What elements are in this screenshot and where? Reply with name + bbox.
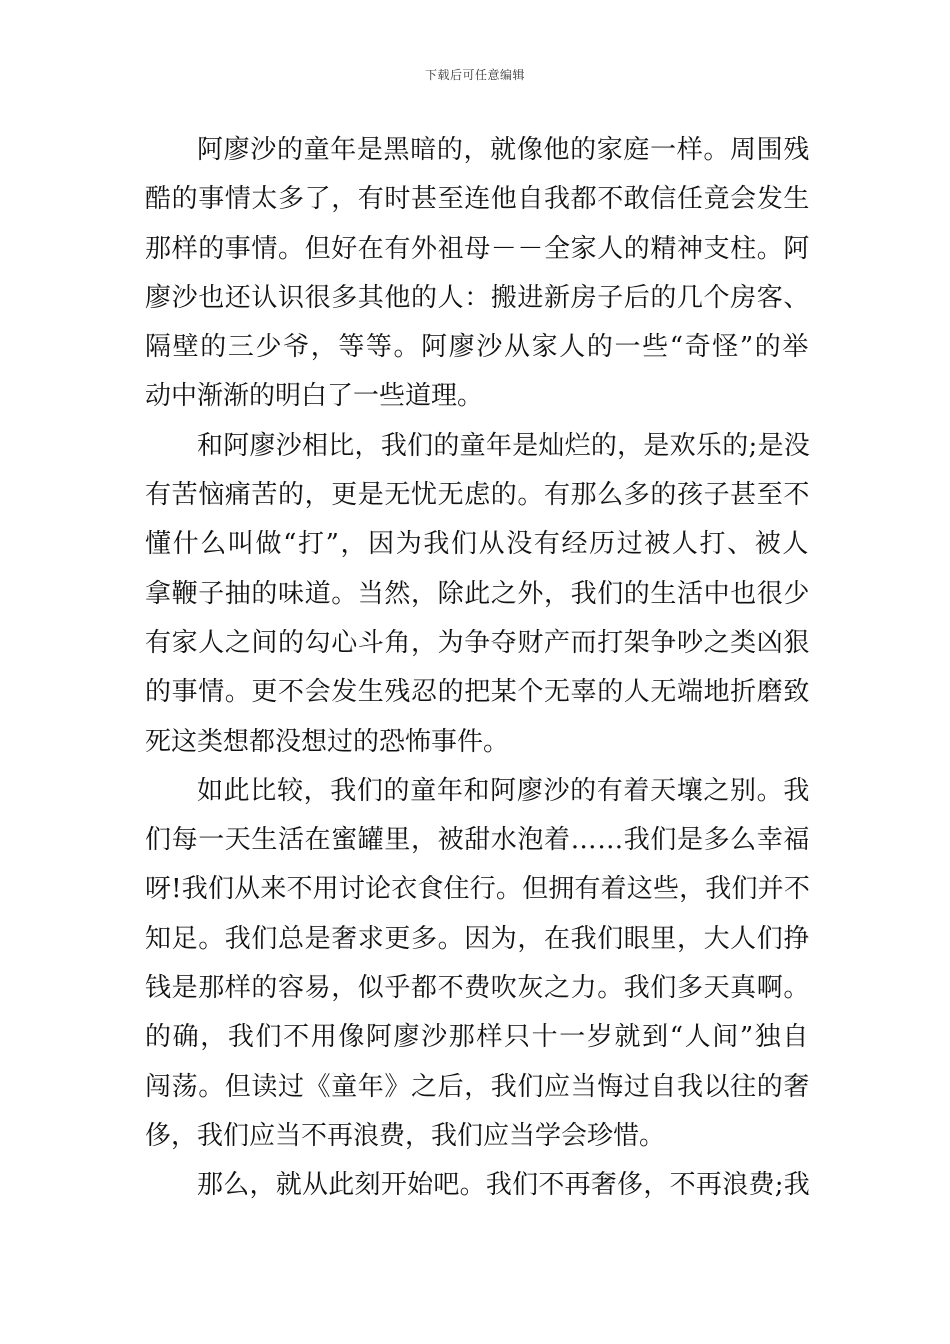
text-line: 钱是那样的容易，似乎都不费吹灰之力。我们多天真啊。 <box>145 973 810 1004</box>
text-line: 闯荡。但读过《童年》之后，我们应当悔过自我以往的奢 <box>145 1071 810 1102</box>
text-line: 拿鞭子抽的味道。当然，除此之外，我们的生活中也很少 <box>145 578 810 609</box>
text-line: 侈，我们应当不再浪费，我们应当学会珍惜。 <box>145 1120 666 1151</box>
text-line: 有家人之间的勾心斗角，为争夺财产而打架争吵之类凶狠 <box>145 627 810 658</box>
text-line: 那么，就从此刻开始吧。我们不再奢侈，不再浪费;我 <box>197 1170 810 1201</box>
page-header: 下载后可任意编辑 <box>424 68 525 82</box>
text-line: 的确，我们不用像阿廖沙那样只十一岁就到“人间”独自 <box>145 1022 810 1053</box>
text-line: 那样的事情。但好在有外祖母－－全家人的精神支柱。阿 <box>145 233 810 264</box>
text-line: 懂什么叫做“打”，因为我们从没有经历过被人打、被人 <box>145 529 810 560</box>
text-line: 死这类想都没想过的恐怖事件。 <box>145 726 510 757</box>
text-line: 廖沙也还认识很多其他的人：搬进新房子后的几个房客、 <box>145 282 810 313</box>
text-line: 酷的事情太多了，有时甚至连他自我都不敢信任竟会发生 <box>145 184 810 215</box>
document-body <box>145 126 810 1211</box>
text-line: 们每一天生活在蜜罐里，被甜水泡着……我们是多么幸福 <box>145 825 810 856</box>
text-line: 动中渐渐的明白了一些道理。 <box>145 381 484 412</box>
text-line: 的事情。更不会发生残忍的把某个无辜的人无端地折磨致 <box>145 677 810 708</box>
text-line: 阿廖沙的童年是黑暗的，就像他的家庭一样。周围残 <box>197 135 810 165</box>
text-line: 隔壁的三少爷，等等。阿廖沙从家人的一些“奇怪”的举 <box>145 332 810 363</box>
text-line: 呀!我们从来不用讨论衣食住行。但拥有着这些，我们并不 <box>145 874 810 905</box>
text-line: 知足。我们总是奢求更多。因为，在我们眼里，大人们挣 <box>145 923 810 954</box>
text-line: 和阿廖沙相比，我们的童年是灿烂的，是欢乐的;是没 <box>197 430 810 461</box>
text-line: 如此比较，我们的童年和阿廖沙的有着天壤之别。我 <box>197 775 810 806</box>
text-line: 有苦恼痛苦的，更是无忧无虑的。有那么多的孩子甚至不 <box>145 480 810 511</box>
